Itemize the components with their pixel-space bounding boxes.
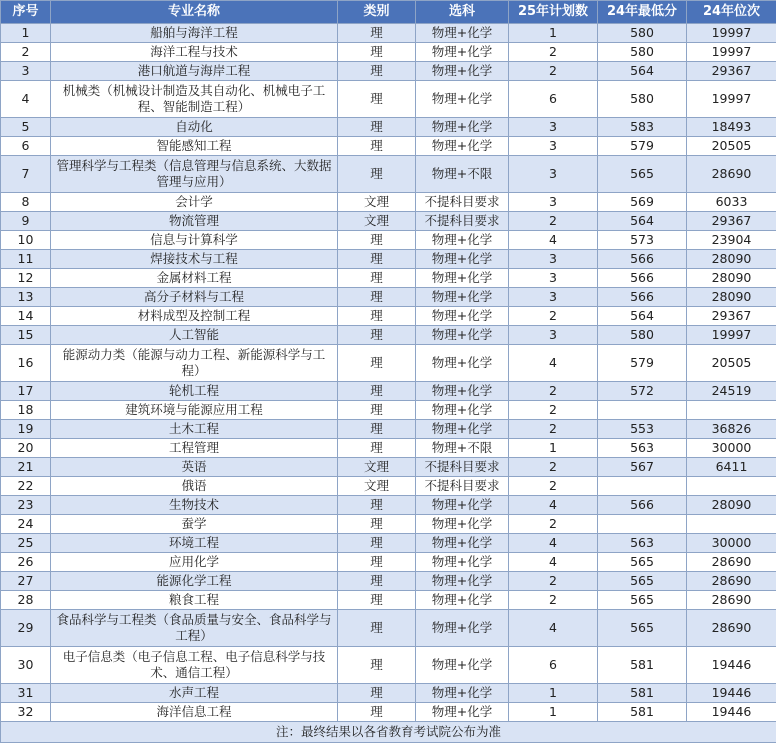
cell-min-score: 565 xyxy=(598,156,687,193)
table-row xyxy=(1,591,776,610)
cell-no: 27 xyxy=(1,572,51,591)
cell-category: 理 xyxy=(338,269,416,288)
table-row xyxy=(1,156,776,193)
cell-no: 30 xyxy=(1,647,51,684)
cell-subjects: 物理+化学 xyxy=(416,288,509,307)
table-row xyxy=(1,515,776,534)
cell-subjects: 物理+化学 xyxy=(416,515,509,534)
cell-no: 32 xyxy=(1,703,51,722)
table-row xyxy=(1,553,776,572)
table-row xyxy=(1,81,776,118)
cell-name: 英语 xyxy=(51,458,338,477)
cell-rank: 28090 xyxy=(687,496,776,515)
cell-name: 蚕学 xyxy=(51,515,338,534)
cell-no: 15 xyxy=(1,326,51,345)
cell-subjects: 物理+不限 xyxy=(416,156,509,193)
cell-plan: 2 xyxy=(509,572,598,591)
cell-name: 管理科学与工程类（信息管理与信息系统、大数据管理与应用） xyxy=(51,156,338,193)
cell-rank: 30000 xyxy=(687,439,776,458)
cell-rank xyxy=(687,477,776,496)
cell-no: 25 xyxy=(1,534,51,553)
cell-plan: 6 xyxy=(509,647,598,684)
cell-name: 俄语 xyxy=(51,477,338,496)
cell-subjects: 不提科目要求 xyxy=(416,193,509,212)
table-row xyxy=(1,458,776,477)
footer-row xyxy=(1,722,776,743)
cell-subjects: 物理+化学 xyxy=(416,231,509,250)
cell-subjects: 物理+化学 xyxy=(416,24,509,43)
cell-subjects: 物理+化学 xyxy=(416,326,509,345)
cell-plan: 3 xyxy=(509,269,598,288)
cell-no: 9 xyxy=(1,212,51,231)
cell-plan: 4 xyxy=(509,231,598,250)
cell-no: 5 xyxy=(1,118,51,137)
cell-subjects: 物理+化学 xyxy=(416,534,509,553)
cell-plan: 3 xyxy=(509,156,598,193)
cell-plan: 2 xyxy=(509,591,598,610)
cell-plan: 2 xyxy=(509,62,598,81)
cell-no: 12 xyxy=(1,269,51,288)
header-plan: 25年计划数 xyxy=(509,1,598,24)
cell-name: 土木工程 xyxy=(51,420,338,439)
table-row xyxy=(1,212,776,231)
table-row xyxy=(1,307,776,326)
cell-plan: 4 xyxy=(509,534,598,553)
cell-rank: 19997 xyxy=(687,326,776,345)
cell-rank: 28090 xyxy=(687,250,776,269)
cell-min-score: 573 xyxy=(598,231,687,250)
cell-min-score: 580 xyxy=(598,326,687,345)
cell-category: 理 xyxy=(338,610,416,647)
cell-name: 电子信息类（电子信息工程、电子信息科学与技术、通信工程） xyxy=(51,647,338,684)
cell-subjects: 物理+化学 xyxy=(416,62,509,81)
cell-min-score: 567 xyxy=(598,458,687,477)
cell-plan: 3 xyxy=(509,193,598,212)
cell-min-score: 563 xyxy=(598,439,687,458)
cell-no: 3 xyxy=(1,62,51,81)
cell-plan: 1 xyxy=(509,24,598,43)
cell-category: 文理 xyxy=(338,212,416,231)
cell-min-score: 566 xyxy=(598,250,687,269)
table-row xyxy=(1,572,776,591)
cell-category: 理 xyxy=(338,326,416,345)
cell-rank: 6033 xyxy=(687,193,776,212)
cell-no: 23 xyxy=(1,496,51,515)
cell-plan: 3 xyxy=(509,250,598,269)
cell-category: 理 xyxy=(338,307,416,326)
cell-category: 理 xyxy=(338,24,416,43)
table-row xyxy=(1,496,776,515)
cell-category: 理 xyxy=(338,156,416,193)
cell-plan: 1 xyxy=(509,439,598,458)
cell-subjects: 物理+化学 xyxy=(416,703,509,722)
header-category: 类别 xyxy=(338,1,416,24)
cell-name: 水声工程 xyxy=(51,684,338,703)
cell-subjects: 不提科目要求 xyxy=(416,458,509,477)
cell-rank: 29367 xyxy=(687,307,776,326)
cell-name: 能源化学工程 xyxy=(51,572,338,591)
cell-min-score: 553 xyxy=(598,420,687,439)
cell-min-score xyxy=(598,477,687,496)
cell-min-score: 564 xyxy=(598,212,687,231)
table-row xyxy=(1,231,776,250)
cell-plan: 3 xyxy=(509,137,598,156)
cell-min-score: 583 xyxy=(598,118,687,137)
cell-min-score: 565 xyxy=(598,572,687,591)
cell-category: 理 xyxy=(338,382,416,401)
table-row xyxy=(1,439,776,458)
cell-no: 2 xyxy=(1,43,51,62)
cell-plan: 2 xyxy=(509,420,598,439)
cell-name: 港口航道与海岸工程 xyxy=(51,62,338,81)
cell-category: 理 xyxy=(338,572,416,591)
cell-no: 1 xyxy=(1,24,51,43)
cell-min-score: 563 xyxy=(598,534,687,553)
cell-name: 生物技术 xyxy=(51,496,338,515)
cell-category: 理 xyxy=(338,553,416,572)
cell-no: 16 xyxy=(1,345,51,382)
cell-min-score: 581 xyxy=(598,684,687,703)
table-row xyxy=(1,610,776,647)
cell-subjects: 物理+化学 xyxy=(416,591,509,610)
cell-category: 理 xyxy=(338,118,416,137)
table-body xyxy=(1,24,776,722)
cell-subjects: 物理+化学 xyxy=(416,684,509,703)
cell-min-score: 565 xyxy=(598,553,687,572)
table-row xyxy=(1,534,776,553)
cell-name: 海洋信息工程 xyxy=(51,703,338,722)
cell-no: 24 xyxy=(1,515,51,534)
cell-rank xyxy=(687,401,776,420)
cell-plan: 2 xyxy=(509,382,598,401)
cell-subjects: 物理+化学 xyxy=(416,269,509,288)
cell-subjects: 物理+化学 xyxy=(416,401,509,420)
cell-category: 理 xyxy=(338,231,416,250)
cell-min-score: 564 xyxy=(598,307,687,326)
cell-subjects: 物理+化学 xyxy=(416,610,509,647)
cell-category: 理 xyxy=(338,496,416,515)
cell-category: 理 xyxy=(338,62,416,81)
table-row xyxy=(1,269,776,288)
cell-min-score: 579 xyxy=(598,137,687,156)
cell-category: 理 xyxy=(338,591,416,610)
cell-name: 金属材料工程 xyxy=(51,269,338,288)
cell-rank: 28690 xyxy=(687,610,776,647)
cell-no: 19 xyxy=(1,420,51,439)
table-row xyxy=(1,420,776,439)
cell-min-score xyxy=(598,515,687,534)
cell-category: 理 xyxy=(338,250,416,269)
cell-category: 理 xyxy=(338,81,416,118)
table-row xyxy=(1,43,776,62)
cell-min-score: 579 xyxy=(598,345,687,382)
cell-no: 13 xyxy=(1,288,51,307)
cell-name: 环境工程 xyxy=(51,534,338,553)
cell-subjects: 物理+化学 xyxy=(416,250,509,269)
cell-rank: 20505 xyxy=(687,345,776,382)
cell-subjects: 物理+化学 xyxy=(416,420,509,439)
cell-category: 文理 xyxy=(338,193,416,212)
cell-subjects: 物理+化学 xyxy=(416,307,509,326)
cell-min-score xyxy=(598,401,687,420)
cell-rank: 30000 xyxy=(687,534,776,553)
cell-category: 理 xyxy=(338,647,416,684)
cell-subjects: 物理+化学 xyxy=(416,572,509,591)
cell-category: 理 xyxy=(338,43,416,62)
cell-plan: 2 xyxy=(509,401,598,420)
cell-min-score: 581 xyxy=(598,703,687,722)
cell-category: 理 xyxy=(338,515,416,534)
cell-no: 29 xyxy=(1,610,51,647)
table-row xyxy=(1,345,776,382)
cell-no: 26 xyxy=(1,553,51,572)
cell-name: 能源动力类（能源与动力工程、新能源科学与工程） xyxy=(51,345,338,382)
cell-subjects: 物理+不限 xyxy=(416,439,509,458)
cell-subjects: 物理+化学 xyxy=(416,647,509,684)
table-row xyxy=(1,382,776,401)
cell-no: 28 xyxy=(1,591,51,610)
table-row xyxy=(1,193,776,212)
table-row xyxy=(1,288,776,307)
cell-min-score: 566 xyxy=(598,269,687,288)
cell-no: 4 xyxy=(1,81,51,118)
header-no: 序号 xyxy=(1,1,51,24)
cell-rank: 19446 xyxy=(687,703,776,722)
cell-no: 17 xyxy=(1,382,51,401)
cell-name: 物流管理 xyxy=(51,212,338,231)
cell-category: 理 xyxy=(338,288,416,307)
cell-subjects: 物理+化学 xyxy=(416,118,509,137)
cell-category: 理 xyxy=(338,420,416,439)
cell-rank: 19997 xyxy=(687,43,776,62)
cell-no: 14 xyxy=(1,307,51,326)
cell-plan: 4 xyxy=(509,553,598,572)
cell-name: 建筑环境与能源应用工程 xyxy=(51,401,338,420)
cell-category: 理 xyxy=(338,345,416,382)
table-row xyxy=(1,401,776,420)
cell-min-score: 569 xyxy=(598,193,687,212)
cell-subjects: 物理+化学 xyxy=(416,553,509,572)
cell-name: 信息与计算科学 xyxy=(51,231,338,250)
cell-plan: 4 xyxy=(509,496,598,515)
cell-rank: 19997 xyxy=(687,81,776,118)
cell-plan: 2 xyxy=(509,212,598,231)
table-row xyxy=(1,703,776,722)
cell-min-score: 580 xyxy=(598,43,687,62)
cell-rank: 6411 xyxy=(687,458,776,477)
header-name: 专业名称 xyxy=(51,1,338,24)
cell-min-score: 581 xyxy=(598,647,687,684)
cell-name: 材料成型及控制工程 xyxy=(51,307,338,326)
cell-min-score: 580 xyxy=(598,81,687,118)
cell-rank: 28690 xyxy=(687,591,776,610)
cell-rank: 36826 xyxy=(687,420,776,439)
cell-no: 31 xyxy=(1,684,51,703)
cell-subjects: 物理+化学 xyxy=(416,496,509,515)
table-row xyxy=(1,684,776,703)
cell-rank: 19997 xyxy=(687,24,776,43)
cell-no: 6 xyxy=(1,137,51,156)
cell-name: 人工智能 xyxy=(51,326,338,345)
cell-name: 工程管理 xyxy=(51,439,338,458)
cell-name: 高分子材料与工程 xyxy=(51,288,338,307)
cell-rank: 23904 xyxy=(687,231,776,250)
cell-subjects: 物理+化学 xyxy=(416,345,509,382)
cell-name: 海洋工程与技术 xyxy=(51,43,338,62)
cell-rank: 19446 xyxy=(687,684,776,703)
cell-category: 文理 xyxy=(338,458,416,477)
cell-no: 18 xyxy=(1,401,51,420)
cell-plan: 4 xyxy=(509,610,598,647)
cell-rank: 28090 xyxy=(687,269,776,288)
cell-plan: 2 xyxy=(509,515,598,534)
cell-plan: 1 xyxy=(509,684,598,703)
cell-plan: 2 xyxy=(509,307,598,326)
table-row xyxy=(1,477,776,496)
cell-rank: 28090 xyxy=(687,288,776,307)
cell-plan: 6 xyxy=(509,81,598,118)
table-row xyxy=(1,326,776,345)
cell-plan: 3 xyxy=(509,118,598,137)
header-rank: 24年位次 xyxy=(687,1,776,24)
cell-category: 理 xyxy=(338,703,416,722)
cell-rank: 29367 xyxy=(687,62,776,81)
cell-category: 理 xyxy=(338,534,416,553)
cell-name: 会计学 xyxy=(51,193,338,212)
cell-rank: 19446 xyxy=(687,647,776,684)
cell-min-score: 566 xyxy=(598,288,687,307)
cell-category: 理 xyxy=(338,439,416,458)
footer-note: 注：最终结果以各省教育考试院公布为准 xyxy=(1,722,776,743)
cell-rank: 20505 xyxy=(687,137,776,156)
table-row xyxy=(1,24,776,43)
table-row xyxy=(1,118,776,137)
cell-category: 文理 xyxy=(338,477,416,496)
cell-name: 焊接技术与工程 xyxy=(51,250,338,269)
cell-name: 自动化 xyxy=(51,118,338,137)
cell-category: 理 xyxy=(338,684,416,703)
cell-name: 应用化学 xyxy=(51,553,338,572)
cell-min-score: 580 xyxy=(598,24,687,43)
cell-no: 7 xyxy=(1,156,51,193)
cell-plan: 3 xyxy=(509,288,598,307)
header-subjects: 选科 xyxy=(416,1,509,24)
cell-no: 11 xyxy=(1,250,51,269)
table-row xyxy=(1,647,776,684)
cell-subjects: 物理+化学 xyxy=(416,382,509,401)
cell-rank: 28690 xyxy=(687,572,776,591)
cell-category: 理 xyxy=(338,137,416,156)
cell-min-score: 565 xyxy=(598,610,687,647)
cell-category: 理 xyxy=(338,401,416,420)
cell-rank xyxy=(687,515,776,534)
table-row xyxy=(1,137,776,156)
cell-plan: 1 xyxy=(509,703,598,722)
cell-no: 8 xyxy=(1,193,51,212)
cell-min-score: 565 xyxy=(598,591,687,610)
cell-rank: 29367 xyxy=(687,212,776,231)
cell-rank: 28690 xyxy=(687,156,776,193)
cell-plan: 2 xyxy=(509,458,598,477)
cell-plan: 4 xyxy=(509,345,598,382)
cell-plan: 2 xyxy=(509,43,598,62)
cell-rank: 18493 xyxy=(687,118,776,137)
header-min-score: 24年最低分 xyxy=(598,1,687,24)
cell-min-score: 566 xyxy=(598,496,687,515)
cell-no: 20 xyxy=(1,439,51,458)
cell-rank: 24519 xyxy=(687,382,776,401)
cell-subjects: 物理+化学 xyxy=(416,137,509,156)
cell-name: 粮食工程 xyxy=(51,591,338,610)
cell-name: 机械类（机械设计制造及其自动化、机械电子工程、智能制造工程） xyxy=(51,81,338,118)
cell-subjects: 物理+化学 xyxy=(416,81,509,118)
cell-no: 10 xyxy=(1,231,51,250)
cell-name: 轮机工程 xyxy=(51,382,338,401)
cell-min-score: 564 xyxy=(598,62,687,81)
cell-subjects: 不提科目要求 xyxy=(416,477,509,496)
cell-name: 船舶与海洋工程 xyxy=(51,24,338,43)
cell-subjects: 不提科目要求 xyxy=(416,212,509,231)
cell-no: 21 xyxy=(1,458,51,477)
cell-name: 食品科学与工程类（食品质量与安全、食品科学与工程） xyxy=(51,610,338,647)
table-row xyxy=(1,62,776,81)
cell-name: 智能感知工程 xyxy=(51,137,338,156)
cell-min-score: 572 xyxy=(598,382,687,401)
cell-rank: 28690 xyxy=(687,553,776,572)
cell-plan: 3 xyxy=(509,326,598,345)
table-row xyxy=(1,250,776,269)
cell-no: 22 xyxy=(1,477,51,496)
header-row xyxy=(1,1,776,24)
cell-plan: 2 xyxy=(509,477,598,496)
cell-subjects: 物理+化学 xyxy=(416,43,509,62)
